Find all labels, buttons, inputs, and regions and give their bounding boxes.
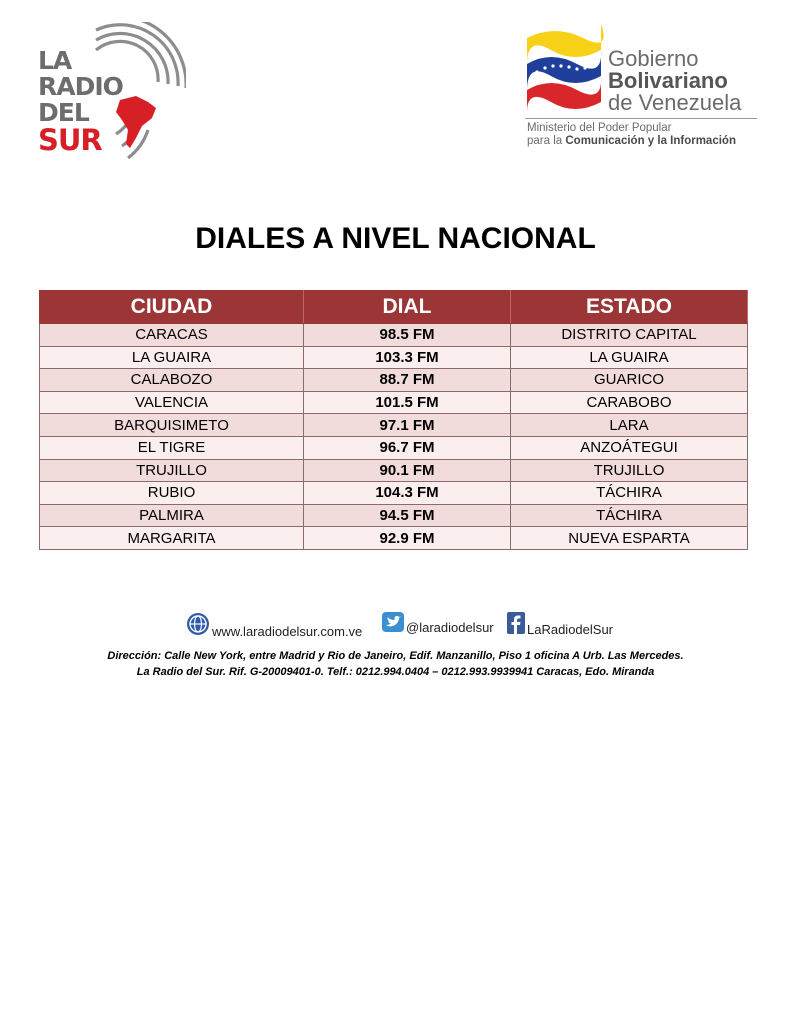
dial-cell: 92.9 FM [304,527,511,550]
globe-icon [186,612,210,639]
dial-cell: 94.5 FM [304,504,511,527]
dial-cell: 103.3 FM [304,346,511,369]
logo-text-radio: RADIO [38,72,123,101]
state-cell: CARABOBO [511,391,748,414]
state-cell: TÁCHIRA [511,482,748,505]
facebook-text: LaRadiodelSur [527,622,614,637]
logo-text-sur: SUR [38,123,102,157]
dial-cell: 98.5 FM [304,324,511,347]
header-estado: ESTADO [511,291,748,324]
facebook-link[interactable] [507,612,613,637]
twitter-text: @laradiodelsur [406,620,494,635]
dial-cell: 101.5 FM [304,391,511,414]
city-cell: BARQUISIMETO [40,414,304,437]
state-cell: NUEVA ESPARTA [511,527,748,550]
city-cell: VALENCIA [40,391,304,414]
table-row [40,369,748,392]
table-row [40,346,748,369]
south-america-icon [116,96,156,148]
gobierno-bolivariano-logo [525,20,765,150]
dial-cell: 104.3 FM [304,482,511,505]
table-row [40,459,748,482]
state-cell: LA GUAIRA [511,346,748,369]
header-ciudad: CIUDAD [40,291,304,324]
logo-text-la: LA [38,46,72,75]
header-dial: DIAL [304,291,511,324]
dial-cell: 96.7 FM [304,436,511,459]
state-cell: TÁCHIRA [511,504,748,527]
gobierno-text: Gobierno [608,46,699,71]
city-cell: CARACAS [40,324,304,347]
website-link[interactable] [186,612,362,639]
logo-text-del: DEL [38,98,89,127]
table-header-row [40,291,748,324]
de-venezuela-text: de Venezuela [608,90,742,115]
twitter-link[interactable] [382,612,494,635]
table-row [40,527,748,550]
address-line-1: Dirección: Calle New York, entre Madrid y Rio de Janeiro, Edif. Manzanillo, Piso 1 oficina A Urb. Las Mercedes. [107,650,684,662]
dial-cell: 90.1 FM [304,459,511,482]
ministry-line-1: Ministerio del Poder Popular [527,122,672,134]
table-row [40,504,748,527]
table-row [40,482,748,505]
dials-table [39,290,748,550]
city-cell: EL TIGRE [40,436,304,459]
bolivariano-text: Bolivariano [608,68,728,93]
social-links [0,612,791,640]
la-radio-del-sur-logo [36,22,186,162]
ministry-line-2: para la Comunicación y la Información [527,135,736,147]
logo-divider [525,118,757,119]
state-cell: ANZOÁTEGUI [511,436,748,459]
city-cell: MARGARITA [40,527,304,550]
address-block [0,648,791,680]
state-cell: TRUJILLO [511,459,748,482]
facebook-icon [507,612,525,637]
dial-cell: 88.7 FM [304,369,511,392]
table-row [40,414,748,437]
dial-cell: 97.1 FM [304,414,511,437]
table-row [40,436,748,459]
city-cell: PALMIRA [40,504,304,527]
venezuela-flag-icon [525,20,605,112]
state-cell: LARA [511,414,748,437]
twitter-icon [382,612,404,635]
city-cell: CALABOZO [40,369,304,392]
table-row [40,391,748,414]
city-cell: RUBIO [40,482,304,505]
city-cell: LA GUAIRA [40,346,304,369]
address-line-2: La Radio del Sur. Rif. G-20009401-0. Telf.: 0212.994.0404 – 0212.993.9939941 Caracas, Edo. Miranda [136,666,655,678]
table-row [40,324,748,347]
state-cell: DISTRITO CAPITAL [511,324,748,347]
website-text: www.laradiodelsur.com.ve [212,624,363,639]
state-cell: GUARICO [511,369,748,392]
city-cell: TRUJILLO [40,459,304,482]
page-title: DIALES A NIVEL NACIONAL [195,222,596,255]
